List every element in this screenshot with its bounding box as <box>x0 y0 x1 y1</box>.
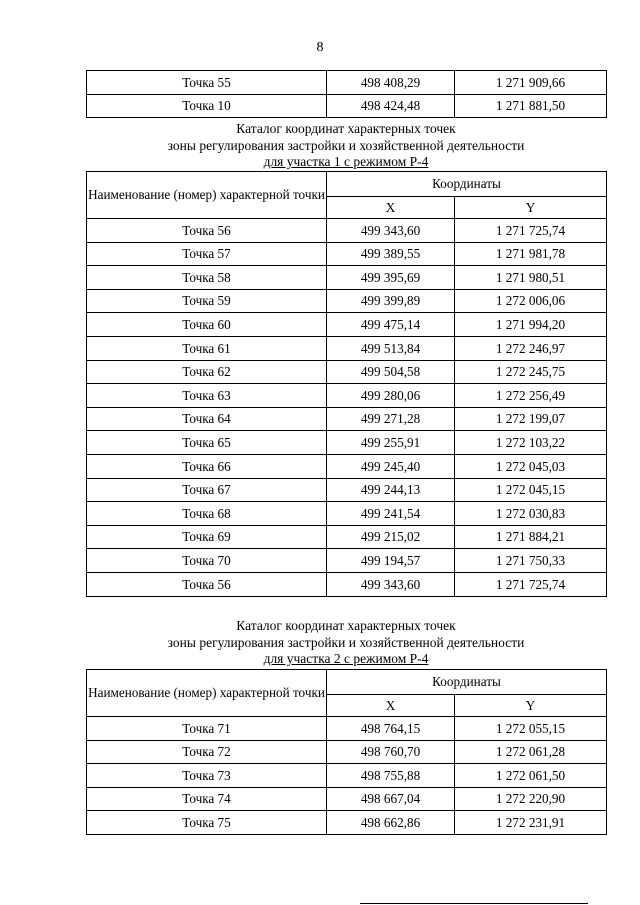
x-coordinate-cell: 498 667,04 <box>327 787 455 811</box>
point-name-cell: Точка 61 <box>87 336 327 360</box>
point-name-cell: Точка 58 <box>87 266 327 290</box>
point-name-cell: Точка 56 <box>87 572 327 596</box>
table-row <box>87 549 607 573</box>
x-coordinate-cell: 499 399,89 <box>327 289 455 313</box>
catalog2-caption-line: для участка 2 с режимом Р-4 <box>263 651 429 666</box>
name-column-header: Наименование (номер) характерной точки <box>87 172 327 219</box>
y-coordinate-cell: 1 272 061,28 <box>455 740 607 764</box>
y-coordinate-cell: 1 271 909,66 <box>455 71 607 95</box>
x-coordinate-cell: 499 241,54 <box>327 502 455 526</box>
point-name-cell: Точка 57 <box>87 242 327 266</box>
point-name-cell: Точка 68 <box>87 502 327 526</box>
x-coordinate-cell: 498 424,48 <box>327 94 455 118</box>
x-coordinate-cell: 498 760,70 <box>327 740 455 764</box>
y-coordinate-cell: 1 271 981,78 <box>455 242 607 266</box>
y-coordinate-cell: 1 271 881,50 <box>455 94 607 118</box>
y-coordinate-cell: 1 271 980,51 <box>455 266 607 290</box>
x-coordinate-cell: 499 194,57 <box>327 549 455 573</box>
catalog2-caption-line: зоны регулирования застройки и хозяйственной деятельности <box>167 634 525 650</box>
y-coordinate-cell: 1 272 061,50 <box>455 764 607 788</box>
page-number: 8 <box>316 40 324 55</box>
catalog2-caption <box>86 618 606 668</box>
catalog1-caption-line: для участка 1 с режимом Р-4 <box>263 154 429 169</box>
catalog1-caption-line: Каталог координат характерных точек <box>236 121 456 136</box>
coordinates-header: Координаты <box>327 172 607 197</box>
point-name-cell: Точка 56 <box>87 219 327 243</box>
name-column-header: Наименование (номер) характерной точки <box>87 670 327 717</box>
catalog1-table-body <box>87 219 607 597</box>
point-name-cell: Точка 72 <box>87 740 327 764</box>
catalog1-table <box>86 171 607 597</box>
table-row <box>87 219 607 243</box>
x-coordinate-cell: 499 389,55 <box>327 242 455 266</box>
point-name-cell: Точка 55 <box>87 71 327 95</box>
y-coordinate-cell: 1 271 994,20 <box>455 313 607 337</box>
table-row <box>87 717 607 741</box>
y-coordinate-cell: 1 271 725,74 <box>455 219 607 243</box>
x-header: X <box>327 197 455 219</box>
catalog2-table <box>86 669 607 835</box>
table-row <box>87 811 607 835</box>
point-name-cell: Точка 60 <box>87 313 327 337</box>
catalog2-caption-line: Каталог координат характерных точек <box>236 618 456 633</box>
x-coordinate-cell: 499 245,40 <box>327 454 455 478</box>
x-coordinate-cell: 498 755,88 <box>327 764 455 788</box>
catalog1-caption-line: зоны регулирования застройки и хозяйственной деятельности <box>167 137 525 153</box>
x-coordinate-cell: 499 513,84 <box>327 336 455 360</box>
y-coordinate-cell: 1 272 256,49 <box>455 384 607 408</box>
point-name-cell: Точка 65 <box>87 431 327 455</box>
point-name-cell: Точка 71 <box>87 717 327 741</box>
table-row <box>87 454 607 478</box>
point-name-cell: Точка 73 <box>87 764 327 788</box>
x-coordinate-cell: 499 475,14 <box>327 313 455 337</box>
catalog2-table-body <box>87 717 607 835</box>
table-row <box>87 242 607 266</box>
y-coordinate-cell: 1 272 006,06 <box>455 289 607 313</box>
point-name-cell: Точка 10 <box>87 94 327 118</box>
table-row <box>87 787 607 811</box>
point-name-cell: Точка 59 <box>87 289 327 313</box>
top-table-body <box>87 71 607 118</box>
table-row <box>87 502 607 526</box>
x-coordinate-cell: 498 764,15 <box>327 717 455 741</box>
point-name-cell: Точка 75 <box>87 811 327 835</box>
point-name-cell: Точка 70 <box>87 549 327 573</box>
table-row <box>87 740 607 764</box>
table-row <box>87 94 607 118</box>
table-row <box>87 384 607 408</box>
point-name-cell: Точка 69 <box>87 525 327 549</box>
x-coordinate-cell: 499 395,69 <box>327 266 455 290</box>
y-header: Y <box>455 695 607 717</box>
y-coordinate-cell: 1 272 246,97 <box>455 336 607 360</box>
x-coordinate-cell: 499 271,28 <box>327 407 455 431</box>
table-row <box>87 313 607 337</box>
footer-rule <box>360 903 588 904</box>
y-coordinate-cell: 1 272 245,75 <box>455 360 607 384</box>
table-row <box>87 71 607 95</box>
table-row <box>87 407 607 431</box>
point-name-cell: Точка 66 <box>87 454 327 478</box>
point-name-cell: Точка 63 <box>87 384 327 408</box>
table-row <box>87 336 607 360</box>
table-row <box>87 572 607 596</box>
y-coordinate-cell: 1 271 725,74 <box>455 572 607 596</box>
x-header: X <box>327 695 455 717</box>
y-coordinate-cell: 1 272 231,91 <box>455 811 607 835</box>
y-coordinate-cell: 1 272 220,90 <box>455 787 607 811</box>
y-coordinate-cell: 1 271 884,21 <box>455 525 607 549</box>
y-coordinate-cell: 1 272 030,83 <box>455 502 607 526</box>
point-name-cell: Точка 74 <box>87 787 327 811</box>
table-row <box>87 525 607 549</box>
catalog1-caption <box>86 121 606 171</box>
x-coordinate-cell: 498 408,29 <box>327 71 455 95</box>
x-coordinate-cell: 499 215,02 <box>327 525 455 549</box>
x-coordinate-cell: 499 343,60 <box>327 572 455 596</box>
point-name-cell: Точка 62 <box>87 360 327 384</box>
x-coordinate-cell: 499 504,58 <box>327 360 455 384</box>
y-coordinate-cell: 1 272 055,15 <box>455 717 607 741</box>
x-coordinate-cell: 499 280,06 <box>327 384 455 408</box>
y-coordinate-cell: 1 271 750,33 <box>455 549 607 573</box>
coordinates-header: Координаты <box>327 670 607 695</box>
top-coordinates-table <box>86 70 607 118</box>
table-row <box>87 266 607 290</box>
y-coordinate-cell: 1 272 103,22 <box>455 431 607 455</box>
y-header: Y <box>455 197 607 219</box>
point-name-cell: Точка 67 <box>87 478 327 502</box>
y-coordinate-cell: 1 272 199,07 <box>455 407 607 431</box>
point-name-cell: Точка 64 <box>87 407 327 431</box>
table-row <box>87 478 607 502</box>
x-coordinate-cell: 499 343,60 <box>327 219 455 243</box>
table-row <box>87 289 607 313</box>
table-row <box>87 764 607 788</box>
x-coordinate-cell: 498 662,86 <box>327 811 455 835</box>
y-coordinate-cell: 1 272 045,03 <box>455 454 607 478</box>
x-coordinate-cell: 499 244,13 <box>327 478 455 502</box>
table-row <box>87 360 607 384</box>
x-coordinate-cell: 499 255,91 <box>327 431 455 455</box>
y-coordinate-cell: 1 272 045,15 <box>455 478 607 502</box>
table-row <box>87 431 607 455</box>
